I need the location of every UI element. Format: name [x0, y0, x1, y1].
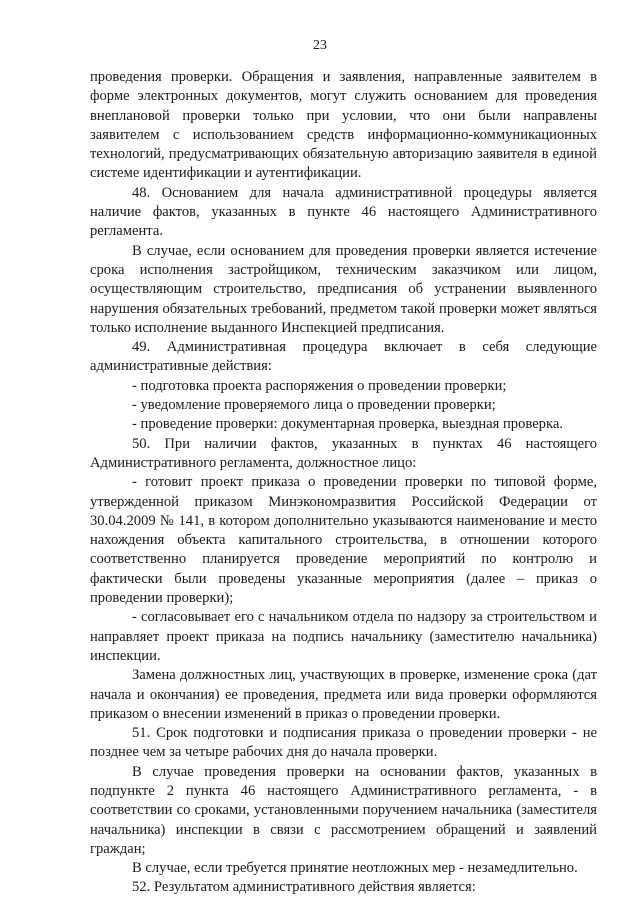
list-item: - готовит проект приказа о проведении проверки по типовой форме, утвержденной приказом Минэкономразвития Российской Федерации от 30.04.2009 № 141, в котором дополнительно указываются наименование и место нахождения объекта капитального строительства, в отношении которого соответственно планируется проведение мероприятий по контролю и фактически были проведены указанные мероприятия (далее – приказ о проведении проверки); — [90, 474, 597, 607]
paragraph-replacement: Замена должностных лиц, участвующих в проверке, изменение срока (дат начала и окончания) ее проведения, предмета или вида проверки оформляются приказом о внесении изменений в приказ о проведении проверки. — [90, 667, 597, 722]
paragraph-48-case: В случае, если основанием для проведения проверки является истечение срока исполнения застройщиком, техническим заказчиком или лицом, осуществляющим строительство, предписания об устранении выявленного нарушения обязательных требований, предметом такой проверки может являться только исполнение выданного Инспекцией предписания. — [90, 242, 597, 336]
list-item: - согласовывает его с начальником отдела по надзору за строительством и направляет проект приказа на подпись начальнику (заместителю начальника) инспекции. — [90, 609, 597, 664]
paragraph-51-case: В случае проведения проверки на основании фактов, указанных в подпункте 2 пункта 46 настоящего Административного регламента, - в соответствии со сроками, установленными поручением начальника (заместителя начальника) инспекции в связи с рассмотрением обращений и заявлений граждан; — [90, 763, 597, 857]
paragraph-52: 52. Результатом административного действия является: — [132, 879, 476, 896]
list-item: - подготовка проекта распоряжения о проведении проверки; — [132, 377, 507, 394]
paragraph-continuation: проведения проверки. Обращения и заявления, направленные заявителем в форме электронных документов, могут служить основанием для проведения внеплановой проверки только при условии, что они были направлены заявителем с использованием средств информационно-коммуникационных технологий, предусматривающих обязательную авторизацию заявителя в единой системе идентификации и аутентификации. — [90, 69, 597, 182]
page-number: 23 — [313, 38, 327, 53]
paragraph-48: 48. Основанием для начала административной процедуры является наличие фактов, указанных в пункте 46 настоящего Административного регламента. — [90, 184, 597, 240]
paragraph-50: 50. При наличии фактов, указанных в пунктах 46 настоящего Административного регламента, должностное лицо: — [90, 435, 597, 471]
list-item: - уведомление проверяемого лица о проведении проверки; — [132, 397, 496, 414]
paragraph-51: 51. Срок подготовки и подписания приказа о проведении проверки - не позднее чем за четыре рабочих дня до начала проверки. — [90, 725, 597, 761]
document-body — [90, 68, 597, 898]
list-item: - проведение проверки: документарная проверка, выездная проверка. — [132, 416, 563, 433]
paragraph-51-urgent: В случае, если требуется принятие неотложных мер - незамедлительно. — [132, 860, 578, 877]
paragraph-49: 49. Административная процедура включает в себя следующие административные действия: — [90, 339, 597, 375]
